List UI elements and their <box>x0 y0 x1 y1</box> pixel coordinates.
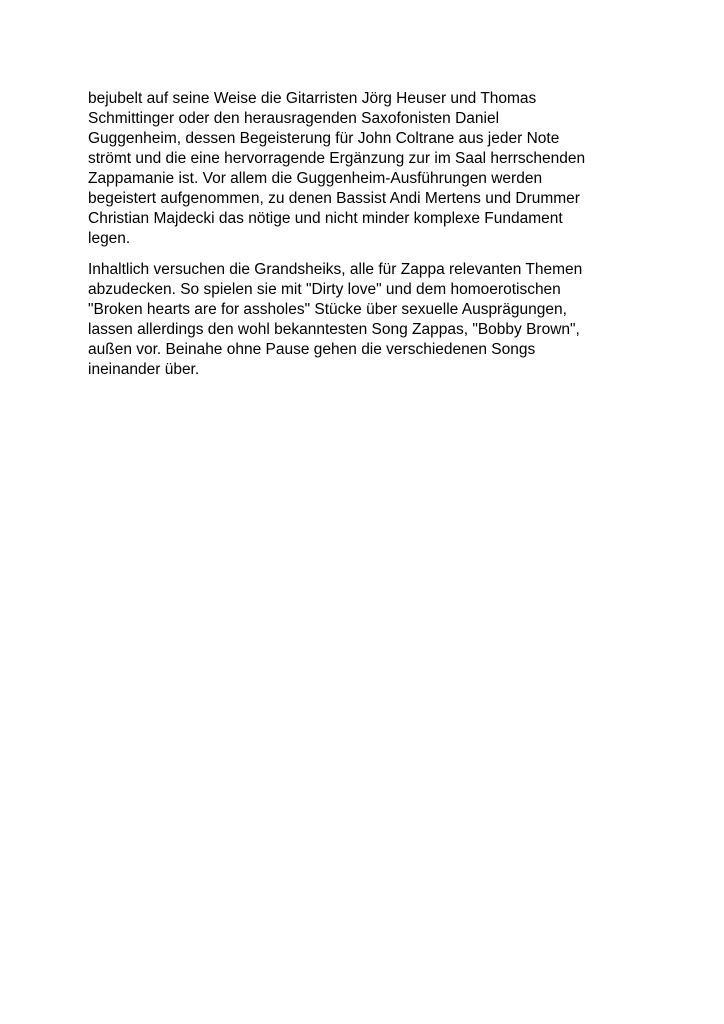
text-line: außen vor. Beinahe ohne Pause gehen die verschiedenen Songs <box>88 341 536 358</box>
text-line: ineinander über. <box>88 361 200 378</box>
paragraph-2 <box>88 260 654 380</box>
paragraph-1 <box>88 89 654 249</box>
text-line: bejubelt auf seine Weise die Gitarristen Jörg Heuser und Thomas <box>88 90 537 107</box>
text-line: Christian Majdecki das nötige und nicht minder komplexe Fundament <box>88 210 563 227</box>
text-line: Inhaltlich versuchen die Grandsheiks, alle für Zappa relevanten Themen <box>88 261 583 278</box>
text-line: lassen allerdings den wohl bekanntesten Song Zappas, "Bobby Brown", <box>88 321 580 338</box>
text-line: legen. <box>88 230 131 247</box>
text-line: Zappamanie ist. Vor allem die Guggenheim-Ausführungen werden <box>88 170 543 187</box>
text-line: "Broken hearts are for assholes" Stücke über sexuelle Ausprägungen, <box>88 301 567 318</box>
text-line: begeistert aufgenommen, zu denen Bassist Andi Mertens und Drummer <box>88 190 580 207</box>
text-line: strömt und die eine hervorragende Ergänzung zur im Saal herrschenden <box>88 150 586 167</box>
text-line: abzudecken. So spielen sie mit "Dirty love" und dem homoerotischen <box>88 281 561 298</box>
text-line: Schmittinger oder den herausragenden Saxofonisten Daniel <box>88 110 500 127</box>
text-line: Guggenheim, dessen Begeisterung für John Coltrane aus jeder Note <box>88 130 560 147</box>
